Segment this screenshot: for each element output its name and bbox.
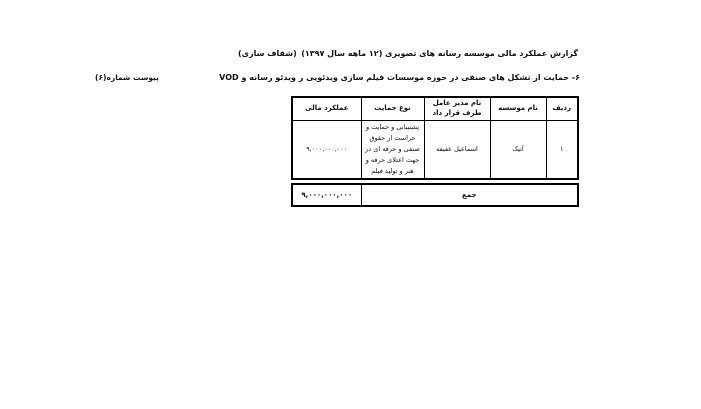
transparency-note: (شفاف سازی) xyxy=(238,49,297,58)
header-ceo-name: نام مدیر عامل طرف قرار داد xyxy=(424,97,490,120)
cell-ceo-name: اسماعیل عفیفه xyxy=(424,120,490,179)
header-row-number: ردیف xyxy=(546,97,578,120)
header-institute-name: نام موسسه xyxy=(490,97,546,120)
report-title: گزارش عملکرد مالی موسسه رسانه های تصویری (۱۲ ماهه سال ۱۳۹۷) xyxy=(301,49,578,58)
total-label: جمع xyxy=(361,184,578,206)
total-table xyxy=(291,183,579,207)
table-header-row xyxy=(292,97,578,120)
cell-support-type: پشتیبانی و حمایت و حراست از حقوق صنفی و حرفه ای در جهت اعتلای حرفه و هنر و تولید فیلم xyxy=(361,120,424,179)
section-title: ۶- حمایت از تشکل های صنفی در حوزه موسسات فیلم سازی ویدئویی ر ویدئو رسانه و VOD xyxy=(219,73,580,82)
total-value: ۹,۰۰۰,۰۰۰,۰۰۰ xyxy=(292,184,361,206)
cell-institute-name: آتیک xyxy=(490,120,546,179)
cell-row-number: ۱ xyxy=(546,120,578,179)
support-table-container xyxy=(293,96,579,207)
support-table xyxy=(291,96,579,180)
header-financial-performance: عملکرد مالی xyxy=(292,97,361,120)
header-support-type: نوع حمایت xyxy=(361,97,424,120)
attachment-label: پیوست شماره(۶) xyxy=(95,73,159,82)
table-row xyxy=(292,120,578,179)
total-row xyxy=(292,184,578,206)
cell-financial-performance: ۹,۰۰۰,۰۰۰,۰۰۰ xyxy=(292,120,361,179)
